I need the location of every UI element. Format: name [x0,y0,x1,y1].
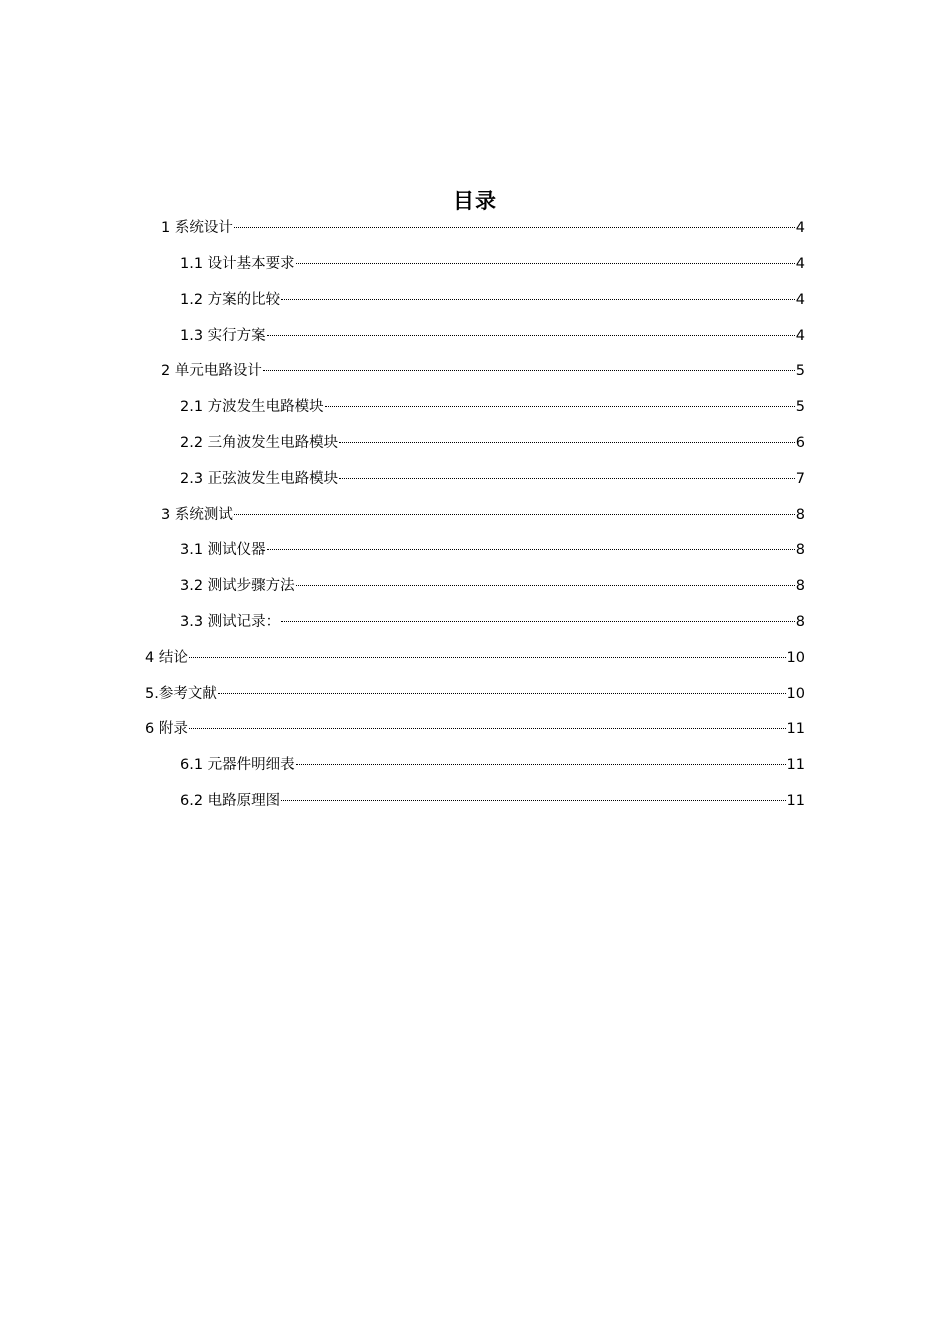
toc-entry[interactable] [180,290,805,310]
toc-entry-label: 2 单元电路设计 [161,363,262,379]
toc-entry[interactable] [180,433,805,453]
toc-entry-page: 7 [795,471,805,487]
toc-entry-page: 5 [795,363,805,379]
toc-dot-leader [296,764,786,765]
toc-entry-page: 8 [795,542,805,558]
toc-entry-label: 3 系统测试 [161,507,233,523]
toc-dot-leader [218,693,786,694]
toc-dot-leader [267,335,795,336]
toc-entry[interactable] [180,576,805,596]
toc-entry[interactable] [145,684,805,704]
toc-entry[interactable] [180,254,805,274]
toc-entry-page: 8 [795,578,805,594]
toc-dot-leader [296,263,795,264]
toc-dot-leader [189,657,786,658]
toc-entry-page: 11 [786,721,805,737]
toc-dot-leader [281,621,795,622]
toc-entry-page: 11 [786,793,805,809]
toc-entry-page: 8 [795,507,805,523]
toc-dot-leader [296,585,795,586]
toc-entry[interactable] [161,361,805,381]
toc-entry-label: 5.参考文献 [145,686,217,702]
toc-dot-leader [281,800,785,801]
toc-entry-page: 10 [786,686,805,702]
toc-entry[interactable] [180,791,805,811]
toc-entry-label: 6.1 元器件明细表 [180,757,295,773]
toc-entry-page: 6 [795,435,805,451]
toc-entry-page: 4 [795,292,805,308]
toc-entry-label: 6.2 电路原理图 [180,793,281,809]
toc-entry[interactable] [180,755,805,775]
toc-entry[interactable] [145,648,805,668]
toc-entry-label: 6 附录 [145,721,188,737]
toc-dot-leader [281,299,795,300]
toc-entry-label: 1.2 方案的比较 [180,292,281,308]
toc-entry-page: 4 [795,220,805,236]
toc-entry[interactable] [180,326,805,346]
toc-entry-label: 3.1 测试仪器 [180,542,266,558]
toc-entry[interactable] [180,540,805,560]
toc-dot-leader [189,728,786,729]
toc-dot-leader [234,227,795,228]
toc-entry-page: 4 [795,256,805,272]
toc-dot-leader [325,406,795,407]
toc-entry-label: 3.3 测试记录： [180,614,281,630]
toc-entry-page: 4 [795,328,805,344]
toc-entry[interactable] [180,469,805,489]
toc-entry-page: 11 [786,757,805,773]
toc-entry[interactable] [180,397,805,417]
toc-dot-leader [339,478,795,479]
toc-entry-label: 1.1 设计基本要求 [180,256,295,272]
toc-entry-label: 2.3 正弦波发生电路模块 [180,471,339,487]
toc-entry[interactable] [161,505,805,525]
toc-title: 目录 [453,189,497,213]
toc-entry-page: 5 [795,399,805,415]
toc-entry-label: 1 系统设计 [161,220,233,236]
toc-entry[interactable] [161,218,805,238]
toc-entry-label: 2.2 三角波发生电路模块 [180,435,339,451]
toc-entry-label: 2.1 方波发生电路模块 [180,399,324,415]
toc-dot-leader [234,514,795,515]
toc-dot-leader [263,370,795,371]
toc-entry-page: 10 [786,650,805,666]
toc-entry-label: 4 结论 [145,650,188,666]
toc-entry-page: 8 [795,614,805,630]
toc-entry-label: 1.3 实行方案 [180,328,266,344]
toc-entry[interactable] [145,719,805,739]
toc-dot-leader [267,549,795,550]
toc-entry-label: 3.2 测试步骤方法 [180,578,295,594]
toc-dot-leader [339,442,795,443]
toc-entry[interactable] [180,612,805,632]
